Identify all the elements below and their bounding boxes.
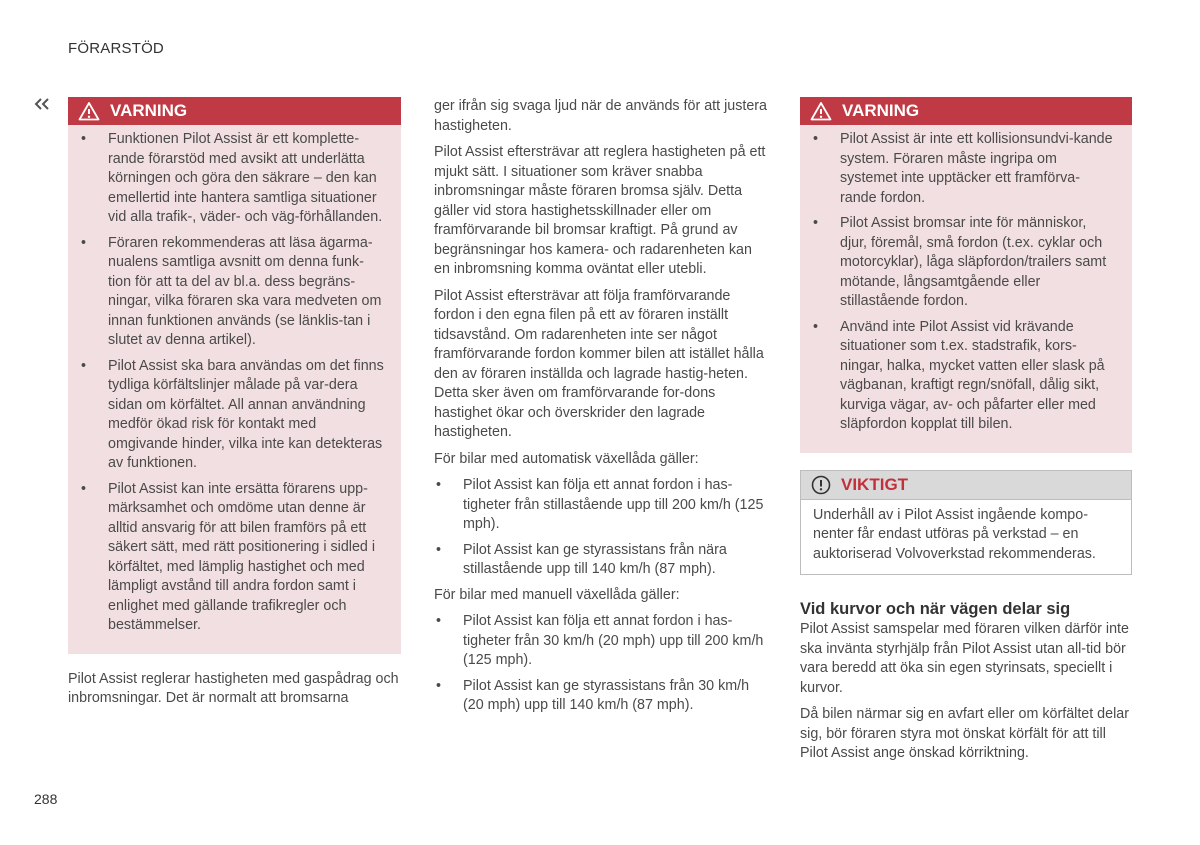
body-paragraph: Pilot Assist eftersträvar att reglera hastigheten på ett mjukt sätt. I situationer som kräver snabba inbromsningar måste föraren bromsa själv. Detta gäller vid stora hastighetsskillnader eller om framförvarande bil bromsar kraftigt. På grund av begränsningar hos kamera- och radarenheten kan en inbromsning komma oväntat eller utebli.	[434, 144, 766, 277]
list-item: • Funktionen Pilot Assist är ett komplette-rande förarstöd med avsikt att underlätta körningen och göra den säkrare – den kan emellertid inte hantera samtliga situationer vid alla trafik-, väder- och väg-förhållanden.	[68, 130, 385, 228]
page-header-title: FÖRARSTÖD	[68, 40, 164, 57]
exclamation-circle-icon	[811, 475, 831, 495]
automatic-gearbox-list	[434, 476, 768, 580]
body-paragraph: Pilot Assist reglerar hastigheten med gaspådrag och inbromsningar. Det är normalt att bromsarna	[68, 670, 399, 706]
list-item: • Pilot Assist kan ge styrassistans från nära stillastående upp till 140 km/h (87 mph).	[434, 541, 768, 580]
warning-list	[68, 125, 401, 636]
list-item: • Pilot Assist är inte ett kollisionsundvi-kande system. Föraren måste ingripa om systemet inte upptäcker ett framförva-rande fordon.	[800, 130, 1116, 208]
warning-box	[800, 97, 1132, 453]
list-item: • Pilot Assist bromsar inte för människor, djur, föremål, små fordon (t.ex. cyklar och motorcyklar), låga släpfordon/trailers samt mötande, långsamtgående eller stillastående fordon.	[800, 214, 1116, 312]
manual-gearbox-list	[434, 612, 768, 716]
list-item: • Pilot Assist kan inte ersätta förarens upp-märksamhet och omdöme utan denne är alltid ansvarig för att bilen framförs på ett säkert sätt, med rätt positionering i sidled i körfältet, med lämplig hastighet och med lämpligt avstånd till andra fordon samt i enlighet med gällande trafikregler och bestämmelser.	[68, 480, 385, 636]
list-item: • Pilot Assist kan ge styrassistans från 30 km/h (20 mph) upp till 140 km/h (87 mph).	[434, 677, 768, 716]
body-paragraph: Pilot Assist samspelar med föraren vilken därför inte ska invänta styrhjälp från Pilot Assist utan all-tid bör vara beredd att öka sin egen styrinsats, speciellt i kurvor.	[800, 621, 1129, 696]
warning-header	[800, 97, 1132, 125]
page-number: 288	[34, 791, 58, 807]
warning-title: VARNING	[110, 101, 188, 121]
warning-title: VARNING	[842, 101, 920, 121]
list-item: • Pilot Assist ska bara användas om det finns tydliga körfältslinjer målade på var-dera sidan om körfältet. All annan användning medför ökad risk för kontakt med omgivande hinder, vilka inte kan detekteras av funktionen.	[68, 357, 385, 474]
important-title: VIKTIGT	[841, 474, 909, 494]
list-item: • Pilot Assist kan följa ett annat fordon i has-tigheter från stillastående upp till 200 km/h (125 mph).	[434, 476, 768, 535]
section-heading: Vid kurvor och när vägen delar sig	[800, 600, 1071, 618]
automatic-gearbox-intro: För bilar med automatisk växellåda gäller:	[434, 450, 699, 467]
important-box	[800, 470, 1132, 576]
column-right	[800, 97, 1132, 771]
important-header	[801, 471, 1131, 500]
warning-box	[68, 97, 401, 654]
body-paragraph: ger ifrån sig svaga ljud när de används för att justera hastigheten.	[434, 98, 767, 134]
body-paragraph: Då bilen närmar sig en avfart eller om körfältet delar sig, bör föraren styra mot önskat körfält för att till Pilot Assist ange önskad körriktning.	[800, 706, 1129, 761]
important-text: Underhåll av i Pilot Assist ingående kompo-nenter får endast utföras på verkstad – en auktoriserad Volvoverkstad rekommenderas.	[813, 506, 1096, 562]
manual-gearbox-intro: För bilar med manuell växellåda gäller:	[434, 586, 680, 603]
list-item: • Pilot Assist kan följa ett annat fordon i has-tigheter från 30 km/h (20 mph) upp till 200 km/h (125 mph).	[434, 612, 768, 671]
list-item: • Föraren rekommenderas att läsa ägarma-nualens samtliga avsnitt om denna funk-tion för att ta del av bl.a. dess begräns-ningar, vilka föraren ska vara medveten om innan funktionen används (se länklis-tan i slutet av denna artikel).	[68, 234, 385, 351]
body-paragraph: Pilot Assist eftersträvar att följa framförvarande fordon i den egna filen på ett av föraren inställt tidsavstånd. Om radarenheten inte ser något framförvarande fordon kommer bilen att istället hålla den av föraren inställda och lagrade hastig-heten. Detta sker även om framförvarande for-dons hastighet ökar och överskrider den lagrade hastigheten.	[434, 287, 764, 440]
warning-header	[68, 97, 401, 125]
column-middle	[434, 97, 768, 722]
warning-triangle-icon	[78, 101, 100, 121]
warning-list	[800, 125, 1132, 435]
list-item: • Använd inte Pilot Assist vid krävande situationer som t.ex. stadstrafik, kors-ningar, halka, mycket vatten eller slask på vägbanan, kraftigt regn/snöfall, dålig sikt, kurviga vägar, av- och påfarter eller med släpfordon kopplat till bilen.	[800, 318, 1116, 435]
warning-triangle-icon	[810, 101, 832, 121]
column-left	[68, 97, 401, 716]
double-chevron-left-icon[interactable]	[34, 97, 50, 115]
